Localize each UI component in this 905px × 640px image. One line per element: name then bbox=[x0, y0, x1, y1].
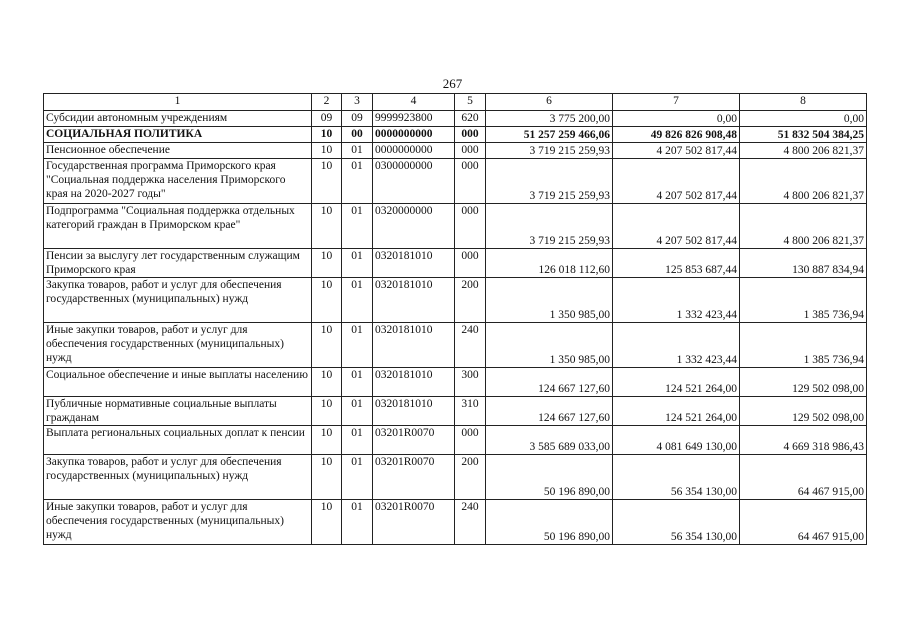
target-article-cell: 0320181010 bbox=[373, 397, 455, 426]
section-code-cell: 10 bbox=[312, 426, 342, 455]
section-code-cell: 10 bbox=[312, 143, 342, 159]
amount-col7-cell: 56 354 130,00 bbox=[613, 500, 740, 545]
expense-type-cell: 200 bbox=[455, 278, 486, 323]
amount-col8-cell: 130 887 834,94 bbox=[740, 249, 867, 278]
amount-col7-cell: 1 332 423,44 bbox=[613, 278, 740, 323]
subsection-code-cell: 09 bbox=[342, 111, 373, 127]
amount-col8-cell: 4 669 318 986,43 bbox=[740, 426, 867, 455]
amount-col8-cell: 4 800 206 821,37 bbox=[740, 159, 867, 204]
amount-col7-cell: 56 354 130,00 bbox=[613, 455, 740, 500]
subsection-code-cell: 01 bbox=[342, 426, 373, 455]
amount-col7-cell: 49 826 826 908,48 bbox=[613, 127, 740, 143]
section-code-cell: 10 bbox=[312, 278, 342, 323]
amount-col8-cell: 4 800 206 821,37 bbox=[740, 143, 867, 159]
table-header-row bbox=[44, 94, 867, 111]
page-number: 267 bbox=[442, 76, 463, 91]
amount-col8-cell: 129 502 098,00 bbox=[740, 397, 867, 426]
table-row bbox=[44, 204, 867, 249]
expense-type-cell: 300 bbox=[455, 368, 486, 397]
table-row bbox=[44, 323, 867, 368]
target-article-cell: 9999923800 bbox=[373, 111, 455, 127]
amount-col6-cell: 50 196 890,00 bbox=[486, 455, 613, 500]
amount-col8-cell: 129 502 098,00 bbox=[740, 368, 867, 397]
amount-col6-cell: 3 585 689 033,00 bbox=[486, 426, 613, 455]
amount-col8-cell: 0,00 bbox=[740, 111, 867, 127]
header-cell-5: 5 bbox=[455, 94, 486, 111]
subsection-code-cell: 01 bbox=[342, 455, 373, 500]
amount-col7-cell: 0,00 bbox=[613, 111, 740, 127]
amount-col8-cell: 51 832 504 384,25 bbox=[740, 127, 867, 143]
section-code-cell: 10 bbox=[312, 204, 342, 249]
row-name-cell: Подпрограмма "Социальная поддержка отдельных категорий граждан в Приморском крае" bbox=[44, 204, 312, 249]
row-name-cell: Закупка товаров, работ и услуг для обеспечения государственных (муниципальных) нужд bbox=[44, 455, 312, 500]
subsection-code-cell: 01 bbox=[342, 159, 373, 204]
row-name-cell: Иные закупки товаров, работ и услуг для обеспечения государственных (муниципальных) нужд bbox=[44, 500, 312, 545]
expense-type-cell: 000 bbox=[455, 204, 486, 249]
subsection-code-cell: 01 bbox=[342, 323, 373, 368]
row-name-cell: Закупка товаров, работ и услуг для обеспечения государственных (муниципальных) нужд bbox=[44, 278, 312, 323]
amount-col6-cell: 1 350 985,00 bbox=[486, 323, 613, 368]
subsection-code-cell: 01 bbox=[342, 143, 373, 159]
expense-type-cell: 000 bbox=[455, 159, 486, 204]
amount-col6-cell: 3 719 215 259,93 bbox=[486, 204, 613, 249]
subsection-code-cell: 01 bbox=[342, 368, 373, 397]
table-row bbox=[44, 159, 867, 204]
amount-col7-cell: 124 521 264,00 bbox=[613, 368, 740, 397]
table-row bbox=[44, 397, 867, 426]
table-row bbox=[44, 500, 867, 545]
expense-type-cell: 000 bbox=[455, 249, 486, 278]
amount-col7-cell: 1 332 423,44 bbox=[613, 323, 740, 368]
expense-type-cell: 000 bbox=[455, 426, 486, 455]
subsection-code-cell: 01 bbox=[342, 278, 373, 323]
table-body bbox=[44, 94, 867, 545]
row-name-cell: СОЦИАЛЬНАЯ ПОЛИТИКА bbox=[44, 127, 312, 143]
section-code-cell: 10 bbox=[312, 368, 342, 397]
expense-type-cell: 240 bbox=[455, 500, 486, 545]
table-row bbox=[44, 455, 867, 500]
target-article-cell: 03201R0070 bbox=[373, 426, 455, 455]
amount-col6-cell: 3 775 200,00 bbox=[486, 111, 613, 127]
expense-type-cell: 000 bbox=[455, 143, 486, 159]
header-cell-7: 7 bbox=[613, 94, 740, 111]
row-name-cell: Государственная программа Приморского края "Социальная поддержка населения Приморского края на 2020-2027 годы" bbox=[44, 159, 312, 204]
table-row bbox=[44, 278, 867, 323]
budget-table bbox=[43, 93, 867, 545]
expense-type-cell: 000 bbox=[455, 127, 486, 143]
section-code-cell: 10 bbox=[312, 397, 342, 426]
header-cell-8: 8 bbox=[740, 94, 867, 111]
header-cell-6: 6 bbox=[486, 94, 613, 111]
target-article-cell: 03201R0070 bbox=[373, 500, 455, 545]
amount-col6-cell: 51 257 259 466,06 bbox=[486, 127, 613, 143]
row-name-cell: Социальное обеспечение и иные выплаты населению bbox=[44, 368, 312, 397]
table-row bbox=[44, 368, 867, 397]
target-article-cell: 0320000000 bbox=[373, 204, 455, 249]
amount-col7-cell: 4 081 649 130,00 bbox=[613, 426, 740, 455]
amount-col6-cell: 3 719 215 259,93 bbox=[486, 143, 613, 159]
section-code-cell: 09 bbox=[312, 111, 342, 127]
expense-type-cell: 200 bbox=[455, 455, 486, 500]
amount-col6-cell: 124 667 127,60 bbox=[486, 397, 613, 426]
subsection-code-cell: 01 bbox=[342, 500, 373, 545]
section-code-cell: 10 bbox=[312, 127, 342, 143]
header-cell-1: 1 bbox=[44, 94, 312, 111]
subsection-code-cell: 00 bbox=[342, 127, 373, 143]
subsection-code-cell: 01 bbox=[342, 397, 373, 426]
amount-col6-cell: 3 719 215 259,93 bbox=[486, 159, 613, 204]
table-row bbox=[44, 249, 867, 278]
target-article-cell: 0000000000 bbox=[373, 143, 455, 159]
expense-type-cell: 310 bbox=[455, 397, 486, 426]
target-article-cell: 0320181010 bbox=[373, 323, 455, 368]
target-article-cell: 0300000000 bbox=[373, 159, 455, 204]
row-name-cell: Публичные нормативные социальные выплаты гражданам bbox=[44, 397, 312, 426]
row-name-cell: Пенсионное обеспечение bbox=[44, 143, 312, 159]
amount-col8-cell: 1 385 736,94 bbox=[740, 278, 867, 323]
amount-col7-cell: 4 207 502 817,44 bbox=[613, 143, 740, 159]
amount-col6-cell: 50 196 890,00 bbox=[486, 500, 613, 545]
row-name-cell: Субсидии автономным учреждениям bbox=[44, 111, 312, 127]
amount-col6-cell: 126 018 112,60 bbox=[486, 249, 613, 278]
row-name-cell: Иные закупки товаров, работ и услуг для обеспечения государственных (муниципальных) нужд bbox=[44, 323, 312, 368]
amount-col6-cell: 124 667 127,60 bbox=[486, 368, 613, 397]
expense-type-cell: 240 bbox=[455, 323, 486, 368]
amount-col6-cell: 1 350 985,00 bbox=[486, 278, 613, 323]
target-article-cell: 03201R0070 bbox=[373, 455, 455, 500]
section-code-cell: 10 bbox=[312, 455, 342, 500]
amount-col8-cell: 1 385 736,94 bbox=[740, 323, 867, 368]
amount-col7-cell: 124 521 264,00 bbox=[613, 397, 740, 426]
table-row bbox=[44, 426, 867, 455]
amount-col7-cell: 4 207 502 817,44 bbox=[613, 204, 740, 249]
subsection-code-cell: 01 bbox=[342, 249, 373, 278]
target-article-cell: 0000000000 bbox=[373, 127, 455, 143]
table-row bbox=[44, 111, 867, 127]
section-code-cell: 10 bbox=[312, 500, 342, 545]
target-article-cell: 0320181010 bbox=[373, 249, 455, 278]
table-row bbox=[44, 143, 867, 159]
target-article-cell: 0320181010 bbox=[373, 368, 455, 397]
section-code-cell: 10 bbox=[312, 159, 342, 204]
row-name-cell: Выплата региональных социальных доплат к пенсии bbox=[44, 426, 312, 455]
section-code-cell: 10 bbox=[312, 323, 342, 368]
amount-col7-cell: 4 207 502 817,44 bbox=[613, 159, 740, 204]
amount-col8-cell: 64 467 915,00 bbox=[740, 500, 867, 545]
header-cell-3: 3 bbox=[342, 94, 373, 111]
expense-type-cell: 620 bbox=[455, 111, 486, 127]
target-article-cell: 0320181010 bbox=[373, 278, 455, 323]
amount-col7-cell: 125 853 687,44 bbox=[613, 249, 740, 278]
table-row bbox=[44, 127, 867, 143]
amount-col8-cell: 4 800 206 821,37 bbox=[740, 204, 867, 249]
section-code-cell: 10 bbox=[312, 249, 342, 278]
header-cell-4: 4 bbox=[373, 94, 455, 111]
row-name-cell: Пенсии за выслугу лет государственным служащим Приморского края bbox=[44, 249, 312, 278]
subsection-code-cell: 01 bbox=[342, 204, 373, 249]
amount-col8-cell: 64 467 915,00 bbox=[740, 455, 867, 500]
header-cell-2: 2 bbox=[312, 94, 342, 111]
